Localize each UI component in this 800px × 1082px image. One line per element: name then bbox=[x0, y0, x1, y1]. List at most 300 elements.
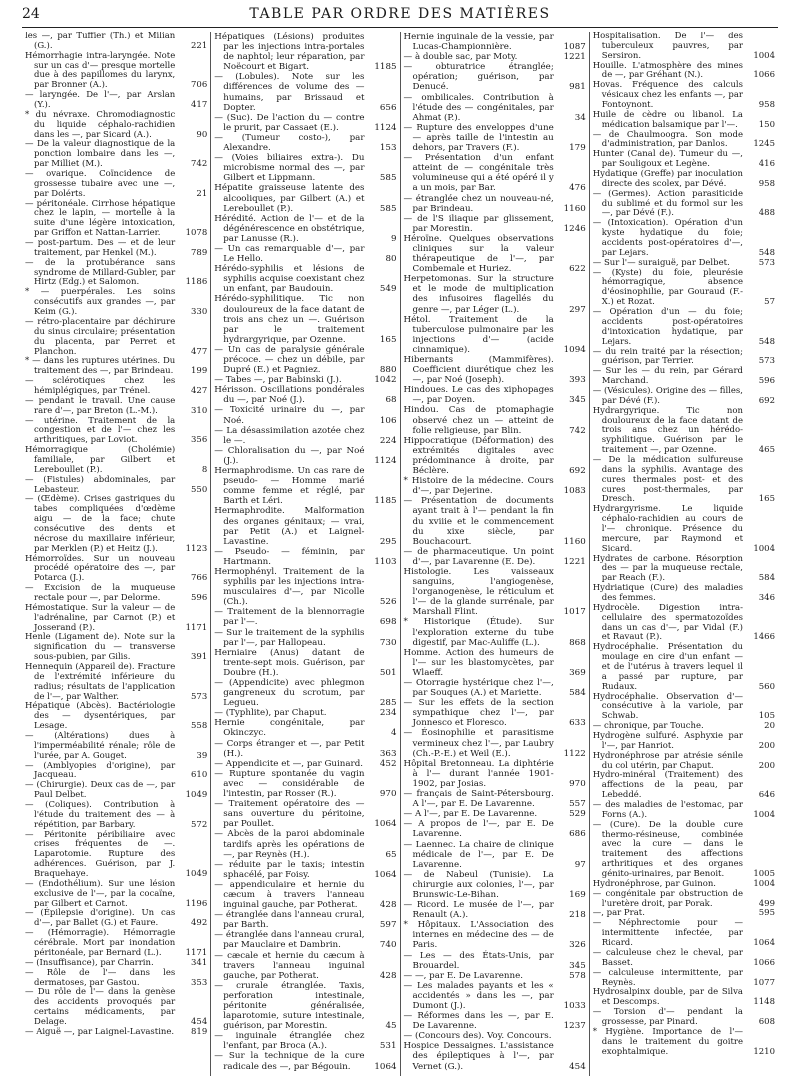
entry-text: — (Chirurgie). Deux cas de —, par Paul Delbet. bbox=[25, 780, 176, 801]
index-entry bbox=[214, 426, 396, 446]
entry-page-number: 1196 bbox=[185, 898, 208, 909]
entry-text: — réduite par le taxis; intestin sphacélé, par Foisy. bbox=[214, 859, 365, 880]
entry-page-number: 363 bbox=[379, 748, 397, 759]
entry-page-number: 584 bbox=[758, 573, 775, 584]
index-entry bbox=[214, 829, 396, 859]
entry-text: — Rupture des enveloppes d'une — après taille de l'intestin au dehors, par Travers (F.). bbox=[403, 122, 554, 154]
index-entry bbox=[404, 789, 586, 809]
index-entry bbox=[404, 194, 586, 214]
entry-page-number: 549 bbox=[379, 284, 397, 295]
entry-page-number: 742 bbox=[569, 425, 586, 436]
index-entry bbox=[404, 1011, 586, 1031]
entry-page-number: 1171 bbox=[185, 622, 208, 633]
entry-page-number: 1466 bbox=[753, 632, 775, 643]
index-entry bbox=[404, 728, 586, 758]
entry-text: Hydrocèle. Digestion intra-cellulaire des spermatozoïdes dans un cas d'—, par Vidal (F.) et Ravaut (P.). bbox=[592, 602, 743, 643]
entry-text: Hydatique (Greffe) par inoculation directe des scolex, par Dévé. bbox=[592, 169, 743, 189]
entry-page-number: 295 bbox=[379, 536, 397, 547]
entry-text: — obturatrice étranglée; opération; guérison, par Denucé. bbox=[403, 62, 554, 93]
entry-page-number: 1171 bbox=[185, 947, 208, 958]
index-entry bbox=[25, 417, 207, 447]
entry-text: — Les — des États-Unis, par Brouardel. bbox=[403, 950, 554, 971]
index-entry bbox=[25, 929, 207, 959]
entry-text: — Néphrectomie pour — intermittente infectée, par Ricard. bbox=[592, 918, 743, 949]
index-entry bbox=[214, 930, 396, 950]
entry-text: * — dans les ruptures utérines. Du traitement des —, par Brindeau. bbox=[25, 356, 176, 377]
entry-page-number: 346 bbox=[758, 592, 775, 603]
entry-page-number: 548 bbox=[758, 247, 775, 258]
index-entry bbox=[25, 555, 207, 585]
index-entry bbox=[214, 739, 396, 759]
entry-text: — (Intoxication). Opération d'un kyste hydatique du foie; accidents post-opératoires d'—, par Lejars. bbox=[592, 218, 743, 258]
entry-text: — De la valeur diagnostique de la ponction lombaire dans les —, par Milliet (M.). bbox=[25, 139, 176, 170]
index-entry bbox=[25, 880, 207, 910]
entry-text: — des maladies de l'estomac, par Forns (A.). bbox=[592, 800, 743, 820]
entry-text: Hydrates de carbone. Résorption des — par la muqueuse rectale, par Reach (F.). bbox=[592, 553, 743, 584]
entry-page-number: 958 bbox=[758, 178, 775, 189]
index-entry bbox=[214, 183, 396, 213]
index-entry bbox=[593, 308, 775, 347]
entry-page-number: 330 bbox=[191, 307, 208, 318]
entry-page-number: 610 bbox=[191, 770, 208, 781]
entry-text: Hibernants (Mammifères). Coefficient diurétique chez les —, par Noé (Joseph). bbox=[403, 355, 554, 386]
index-entry bbox=[25, 604, 207, 634]
entry-text: — (Kyste) du foie, pleurésie hémorragique, absence d'éosinophilie, par Gouraud (F.-X.) et Rozat. bbox=[592, 267, 743, 308]
entry-page-number: 1246 bbox=[563, 223, 586, 234]
entry-page-number: 105 bbox=[758, 711, 775, 722]
entry-text: — congénitale par obstruction de l'uretère droit, par Porak. bbox=[592, 888, 743, 909]
entry-text: Hémorrhagie intra-laryngée. Note sur un cas d'— presque mortelle due à des papillomes du larynx, par Bronner (A.). bbox=[25, 50, 176, 91]
index-entry bbox=[593, 170, 775, 190]
entry-page-number: 742 bbox=[191, 159, 208, 170]
index-entry bbox=[25, 831, 207, 880]
index-entry bbox=[25, 1028, 207, 1038]
entry-text: — appendiculaire et hernie du cæcum à travers l'anneau inguinal gauche, par Potherat. bbox=[214, 879, 365, 911]
entry-page-number: 596 bbox=[191, 592, 208, 603]
index-entry bbox=[404, 971, 586, 981]
index-entry bbox=[404, 951, 586, 971]
entry-text: — A l'—, par E. De Lavarenne. bbox=[403, 809, 538, 820]
entry-page-number: 221 bbox=[191, 40, 208, 51]
page-header bbox=[22, 6, 778, 28]
entry-text: Hétol. Traitement de la tuberculose pulmonaire par les injections d'— (acide cinnamique). bbox=[403, 314, 554, 355]
index-entry bbox=[214, 1051, 396, 1071]
entry-text: Hydrargyrique. Tic non douloureux de la face datant de trois ans chez un hérédo-syphilitique. Guérison par le traitement —, par Ozenne. bbox=[592, 405, 743, 456]
index-entry bbox=[404, 547, 586, 567]
index-entry bbox=[404, 809, 586, 819]
index-entry bbox=[593, 81, 775, 111]
index-entry bbox=[214, 506, 396, 546]
entry-text: * Hygiène. Importance de l'— dans le traitement du goitre exophtalmique. bbox=[592, 1026, 743, 1057]
entry-page-number: 45 bbox=[385, 1021, 397, 1032]
index-entry bbox=[593, 604, 775, 643]
entry-text: — à double sac, par Moty. bbox=[403, 52, 518, 63]
entry-page-number: 529 bbox=[569, 809, 586, 820]
entry-text: — Présentation d'un enfant atteint de — congénitale très volumineuse qui a été opéré il y a un mois, par Bar. bbox=[403, 153, 554, 194]
entry-text: — A propos de l'—, par E. De Lavarenne. bbox=[403, 819, 554, 840]
entry-text: — ombilicales. Contribution à l'étude des — congénitales, par Ahmat (P.). bbox=[403, 92, 554, 123]
index-entry bbox=[593, 555, 775, 585]
entry-page-number: 578 bbox=[569, 970, 586, 981]
entry-page-number: 1004 bbox=[753, 543, 775, 554]
entry-text: Henle (Ligament de). Note sur la signification du — transverse sous-pubien, par Gilis. bbox=[25, 632, 176, 663]
entry-page-number: 1064 bbox=[374, 869, 397, 880]
entry-page-number: 1185 bbox=[374, 496, 397, 507]
entry-page-number: 557 bbox=[569, 799, 586, 810]
entry-text: — (Suc). De l'action du — contre le prurit, par Cassaet (E.). bbox=[214, 112, 365, 133]
entry-page-number: 499 bbox=[758, 898, 775, 909]
index-entry bbox=[404, 214, 586, 234]
entry-page-number: 1094 bbox=[563, 344, 586, 355]
index-entry bbox=[593, 62, 775, 82]
entry-page-number: 476 bbox=[569, 183, 586, 194]
entry-page-number: 341 bbox=[191, 957, 208, 968]
entry-text: — (Vésicules). Origine des — filles, par Dévé (F.). bbox=[592, 385, 743, 406]
entry-text: — inguinale étranglée chez l'enfant, par Broca (A.). bbox=[214, 1031, 365, 1052]
entry-text: Héroïne. Quelques observations cliniques sur la valeur thérapeutique de l'—, par Combemale et Huriez. bbox=[403, 233, 554, 275]
entry-page-number: 345 bbox=[569, 960, 586, 971]
index-entry bbox=[214, 910, 396, 930]
entry-page-number: 65 bbox=[385, 849, 397, 860]
entry-page-number: 1078 bbox=[185, 228, 208, 239]
entry-text: Hérédo-syphilitique. Tic non douloureux de la face datant de trois ans chez un —. Guérison par le traitement hydrargyrique, par Ozenne. bbox=[214, 294, 365, 345]
entry-page-number: 1064 bbox=[374, 1061, 397, 1072]
entry-text: Hospitalisation. De l'— des tuberculeux pauvres, par Sersiron. bbox=[592, 32, 743, 61]
entry-page-number: 740 bbox=[379, 940, 397, 951]
entry-page-number: 97 bbox=[574, 859, 586, 870]
index-entry bbox=[214, 607, 396, 627]
entry-text: — Appendicite et —, par Guinard. bbox=[214, 758, 364, 769]
entry-text: Huile de cèdre ou libanol. La médication balsamique par l'—. bbox=[592, 109, 743, 130]
entry-text: — français de Saint-Pétersbourg. A l'—, par E. De Lavarenne. bbox=[403, 789, 554, 810]
entry-page-number: 21 bbox=[196, 188, 208, 199]
entry-page-number: 8 bbox=[201, 464, 208, 475]
entry-text: — Torsion d'— pendant la grossesse, par Pinard. bbox=[592, 1007, 743, 1027]
entry-page-number: 656 bbox=[379, 102, 397, 113]
entry-page-number: 1103 bbox=[374, 556, 397, 567]
index-entry bbox=[404, 981, 586, 1011]
entry-page-number: 548 bbox=[758, 336, 775, 347]
entry-text: Hydrocéphalie. Présentation du moulage en cire d'un enfant — et de l'utérus à travers lequel il a passé par rupture, par Rudaux. bbox=[592, 642, 743, 692]
entry-page-number: 452 bbox=[379, 758, 397, 769]
index-entry bbox=[593, 219, 775, 258]
index-entry bbox=[404, 648, 586, 678]
entry-text: — Pseudo- — féminin, par Hartmann. bbox=[214, 546, 365, 567]
entry-page-number: 1245 bbox=[753, 139, 775, 150]
entry-page-number: 958 bbox=[758, 100, 775, 111]
entry-page-number: 558 bbox=[191, 721, 208, 732]
entry-text: — Sur le traitement de la syphilis par l'—, par Hallopeau. bbox=[214, 627, 365, 648]
index-entry bbox=[25, 357, 207, 377]
entry-text: — utérine. Traitement de la congestion et de l'— chez les arthritiques, par Loviot. bbox=[25, 415, 176, 446]
entry-page-number: 1210 bbox=[753, 1046, 775, 1057]
entry-text: * Historique (Étude). Sur l'exploration externe du tube digestif, par Mac-Auliffe (L.). bbox=[403, 617, 554, 648]
entry-page-number: 218 bbox=[569, 910, 586, 921]
index-column-1 bbox=[22, 32, 210, 1076]
entry-page-number: 165 bbox=[379, 334, 397, 345]
index-entry bbox=[214, 678, 396, 708]
index-entry bbox=[404, 315, 586, 355]
index-entry bbox=[214, 113, 396, 133]
index-entry bbox=[593, 387, 775, 407]
index-entry bbox=[214, 153, 396, 183]
index-entry bbox=[25, 32, 207, 52]
entry-text: — Otorragie hystérique chez l'—, par Souques (A.) et Mariette. bbox=[403, 678, 554, 699]
entry-text: — Sur l'— suraiguë, par Delbet. bbox=[592, 257, 730, 268]
entry-page-number: 1185 bbox=[374, 62, 397, 73]
entry-text: — étranglée chez un nouveau-né, par Brindeau. bbox=[403, 193, 554, 214]
entry-page-number: 1066 bbox=[753, 957, 775, 968]
index-entry bbox=[25, 259, 207, 289]
entry-text: — La désassimilation azotée chez le —. bbox=[214, 425, 365, 446]
entry-page-number: 633 bbox=[569, 718, 586, 729]
entry-page-number: 165 bbox=[758, 494, 775, 505]
entry-text: — Éosinophilie et parasitisme vermineux chez l'—, par Laubry (Ch.-P.-E.) et Weil (E.). bbox=[403, 728, 554, 759]
entry-page-number: 20 bbox=[764, 721, 775, 732]
entry-page-number: 200 bbox=[758, 740, 775, 751]
entry-page-number: 90 bbox=[196, 129, 208, 140]
entry-text: Hydrocéphalie. Observation d'— consécutive à la variole, par Schwab. bbox=[592, 691, 743, 722]
entry-text: — Opération d'un — du foie; accidents post-opératoires d'intoxication hydatique, par Lejars. bbox=[592, 307, 743, 347]
entry-text: Hôpital Bretonneau. La diphtérie à l'— durant l'année 1901-1902, par Josias. bbox=[403, 758, 554, 789]
entry-text: — post-partum. Des — et de leur traitement, par Henkel (M.). bbox=[25, 238, 176, 258]
entry-text: — Laennec. La chaire de clinique médicale de l'—, par E. De Lavarenne. bbox=[403, 839, 554, 870]
index-entry bbox=[404, 62, 586, 92]
entry-text: Hérisson. Oscillations pondérales du —, par Noé (J.). bbox=[214, 385, 365, 406]
entry-text: — étranglée dans l'anneau crural, par Mauclaire et Dambrin. bbox=[214, 930, 365, 951]
entry-text: — —, par E. De Lavarenne. bbox=[403, 970, 523, 981]
index-entry bbox=[25, 909, 207, 929]
index-entry bbox=[214, 466, 396, 506]
entry-text: — laryngée. De l'—, par Arslan (Y.). bbox=[25, 90, 176, 111]
entry-text: — chronique, par Touche. bbox=[592, 721, 704, 732]
index-entry bbox=[214, 951, 396, 981]
entry-page-number: 150 bbox=[758, 119, 775, 130]
entry-page-number: 369 bbox=[569, 667, 586, 678]
entry-text: — Sur la technique de la cure radicale des —, par Bégouin. bbox=[214, 1051, 365, 1072]
entry-page-number: 454 bbox=[191, 1016, 208, 1027]
index-entry bbox=[214, 214, 396, 244]
entry-text: — (Hémorragie). Hémorragie cérébrale. Mort par inondation péritonéale, par Bernard (L.). bbox=[25, 928, 176, 958]
index-entry bbox=[404, 274, 586, 314]
index-entry bbox=[593, 1008, 775, 1028]
entry-text: — sclérotiques chez les hémiplégiques, par Trénel. bbox=[25, 376, 176, 396]
index-entry bbox=[593, 456, 775, 505]
entry-page-number: 970 bbox=[569, 778, 586, 789]
entry-page-number: 477 bbox=[191, 346, 208, 357]
entry-page-number: 80 bbox=[385, 254, 397, 265]
index-entry bbox=[593, 771, 775, 801]
entry-page-number: 970 bbox=[379, 789, 397, 800]
entry-text: — Un cas remarquable d'—, par Le Hello. bbox=[214, 243, 365, 265]
index-entry bbox=[404, 153, 586, 193]
entry-page-number: 4 bbox=[390, 728, 397, 739]
index-entry bbox=[25, 633, 207, 663]
entry-text: Hémorragique (Cholémie) familiale, par Gilbert et Lereboullet (P.). bbox=[25, 445, 176, 475]
entry-text: Herniaire (Anus) datant de trente-sept mois. Guérison, par Doubre (H.). bbox=[214, 647, 365, 678]
index-entry bbox=[214, 799, 396, 829]
entry-text: — Les malades payants et les « accidentés » dans les —, par Dumont (J.). bbox=[403, 980, 554, 1011]
index-entry bbox=[25, 584, 207, 604]
entry-text: — Excision de la muqueuse rectale pour —, par Delorme. bbox=[25, 583, 176, 603]
entry-text: Hindoues. Le cas des xiphopages —, par Doyen. bbox=[403, 385, 554, 406]
entry-text: Hovas. Fréquence des calculs vésicaux chez les enfants —, par Fontoynont. bbox=[592, 80, 743, 111]
entry-page-number: 1049 bbox=[185, 790, 208, 801]
entry-text: Herpetomonas. Sur la structure et le mode de multiplication des infusoires flagellés du genre —, par Léger (L.). bbox=[403, 274, 554, 315]
entry-text: — de Chaulmoogra. Son mode d'administration, par Danlos. bbox=[592, 129, 743, 150]
index-entry bbox=[404, 698, 586, 728]
index-entry bbox=[25, 91, 207, 111]
entry-text: — (Voies biliaires extra-). Du microbisme normal des —, par Gilbert et Lippmann. bbox=[214, 153, 365, 184]
index-entry bbox=[404, 759, 586, 789]
entry-text: — (Coliques). Contribution à l'étude du traitement des — à répétition, par Barbary. bbox=[25, 800, 176, 830]
index-entry bbox=[214, 860, 396, 880]
index-entry bbox=[214, 244, 396, 264]
index-entry bbox=[404, 920, 586, 950]
entry-page-number: 880 bbox=[379, 365, 397, 376]
entry-page-number: 550 bbox=[191, 484, 208, 495]
index-entry bbox=[25, 170, 207, 200]
entry-page-number: 1064 bbox=[753, 938, 775, 949]
entry-text: Hémostatique. Sur la valeur — de l'adrénaline, par Carnot (P.) et Josserand (P.). bbox=[25, 602, 176, 633]
index-columns bbox=[22, 32, 778, 1076]
entry-page-number: 692 bbox=[758, 395, 775, 406]
entry-text: * — puerpérales. Les soins consécutifs aux grandes —, par Keim (G.). bbox=[25, 287, 176, 318]
index-entry bbox=[25, 288, 207, 318]
entry-page-number: 692 bbox=[569, 466, 586, 477]
entry-text: — du rein traité par la résection; guérison, par Terrier. bbox=[592, 346, 743, 367]
entry-text: — de Nabeul (Tunisie). La chirurgie aux colonies, l'—, par Brunswic-Le-Bihan. bbox=[403, 869, 554, 900]
entry-page-number: 789 bbox=[191, 247, 208, 258]
entry-text: Hernie inguinale de la vessie, par Lucas-Championnière. bbox=[403, 32, 554, 53]
index-entry bbox=[404, 405, 586, 435]
index-entry bbox=[593, 919, 775, 949]
entry-page-number: 608 bbox=[758, 1016, 775, 1027]
entry-page-number: 1017 bbox=[563, 607, 586, 618]
entry-page-number: 1123 bbox=[185, 543, 208, 554]
entry-page-number: 1221 bbox=[563, 556, 586, 567]
index-entry bbox=[214, 648, 396, 678]
entry-page-number: 427 bbox=[191, 385, 208, 396]
index-entry bbox=[404, 496, 586, 546]
entry-page-number: 1049 bbox=[185, 869, 208, 880]
entry-text: — Chloralisation du —, par Noé (J.). bbox=[214, 445, 365, 466]
entry-page-number: 1148 bbox=[753, 997, 775, 1008]
entry-text: — Réformes dans les —, par E. De Lavarenne. bbox=[403, 1011, 554, 1032]
index-entry bbox=[214, 133, 396, 153]
entry-page-number: 573 bbox=[758, 356, 775, 367]
entry-text: — (Endothélium). Sur une lésion exclusive de l'—, par la cocaïne, par Gilbert et Carnot. bbox=[25, 878, 176, 909]
entry-page-number: 596 bbox=[758, 376, 775, 387]
entry-page-number: 531 bbox=[379, 1041, 397, 1052]
index-entry bbox=[214, 880, 396, 910]
index-entry bbox=[404, 355, 586, 385]
index-entry bbox=[25, 988, 207, 1027]
entry-text: — (Tumeur costo-), par Alexandre. bbox=[214, 132, 365, 154]
entry-page-number: 698 bbox=[379, 617, 397, 628]
entry-text: Hermaphrodite. Malformation des organes génitaux; — vrai, par Petit (A.) et Laignel-Lavastine. bbox=[214, 506, 365, 547]
entry-page-number: 597 bbox=[379, 920, 397, 931]
index-entry bbox=[404, 385, 586, 405]
entry-page-number: 428 bbox=[379, 900, 397, 911]
entry-page-number: 1004 bbox=[753, 878, 775, 889]
index-entry bbox=[25, 969, 207, 989]
index-entry bbox=[214, 718, 396, 738]
index-entry bbox=[404, 32, 586, 52]
entry-text: — Toxicité urinaire du —, par Noé. bbox=[214, 405, 365, 426]
entry-page-number: 1033 bbox=[563, 1001, 586, 1011]
entry-page-number: 686 bbox=[569, 829, 586, 840]
entry-page-number: 9 bbox=[390, 233, 397, 244]
entry-text: Hydrargyrisme. Le liquide céphalo-rachidien au cours de l'— chronique. Présence du mercure, par Raymond et Sicard. bbox=[592, 504, 743, 554]
index-entry bbox=[214, 294, 396, 344]
index-entry bbox=[593, 801, 775, 821]
entry-page-number: 1186 bbox=[185, 277, 208, 288]
index-entry bbox=[404, 436, 586, 476]
index-entry bbox=[25, 781, 207, 801]
entry-text: — de pharmaceutique. Un point d'—, par Lavarenne (E. De). bbox=[403, 546, 554, 567]
entry-page-number: 501 bbox=[379, 667, 397, 678]
entry-text: Hindou. Cas de ptomaphagie observé chez un — atteint de folie religieuse, par Blin. bbox=[403, 405, 554, 436]
index-entry bbox=[25, 239, 207, 259]
entry-page-number: 153 bbox=[379, 143, 397, 154]
entry-page-number: 416 bbox=[758, 159, 775, 170]
header-rule bbox=[22, 27, 778, 28]
index-entry bbox=[25, 377, 207, 397]
index-entry bbox=[25, 397, 207, 417]
index-entry bbox=[593, 949, 775, 969]
index-entry bbox=[25, 200, 207, 239]
entry-text: — ovarique. Coïncidence de grossesse tubaire avec une —, par Dolérts. bbox=[25, 169, 176, 199]
index-entry bbox=[214, 405, 396, 425]
index-entry bbox=[25, 318, 207, 357]
entry-page-number: 1077 bbox=[753, 977, 775, 988]
entry-page-number: 573 bbox=[191, 691, 208, 702]
entry-text: — Aiguë —, par Laignel-Lavastine. bbox=[25, 1026, 175, 1037]
entry-page-number: 585 bbox=[379, 203, 397, 214]
entry-text: — (Appendicite) avec phlegmon gangreneux du scrotum, par Legueu. bbox=[214, 678, 365, 709]
entry-page-number: 1064 bbox=[374, 819, 397, 830]
index-entry bbox=[404, 567, 586, 617]
entry-text: — calculeuse chez le cheval, par Basset. bbox=[592, 947, 743, 968]
index-entry bbox=[593, 890, 775, 910]
entry-page-number: 1004 bbox=[753, 809, 775, 820]
entry-text: — (Amblyopies d'origine), par Jacqueau. bbox=[25, 760, 176, 781]
entry-text: — (Cure). De la double cure thermo-résineuse, combinée avec la cure — dans le traitement des affections arthritiques et des organes génito-urinaires, par Benoit. bbox=[592, 819, 743, 880]
index-entry bbox=[25, 495, 207, 554]
entry-text: — Ricord. Le musée de l'—, par Renault (A.). bbox=[403, 900, 554, 921]
entry-page-number: 595 bbox=[758, 908, 775, 919]
entry-text: — Traitement opératoire des — sans ouverture du péritoine, par Poullet. bbox=[214, 799, 365, 830]
index-entry bbox=[214, 708, 396, 718]
index-entry bbox=[214, 446, 396, 466]
entry-text: Hémorroïdes. Sur un nouveau procédé opératoire des —, par Potarca (J.). bbox=[25, 553, 176, 584]
entry-page-number: 234 bbox=[379, 708, 397, 719]
index-entry bbox=[404, 93, 586, 123]
entry-text: Houille. L'atmosphère des mines de —, par Gréhant (N.). bbox=[592, 60, 743, 81]
entry-page-number: 1160 bbox=[563, 536, 586, 547]
entry-text: — Tabes —, par Babinski (J.). bbox=[214, 375, 342, 386]
entry-text: Hépatiques (Lésions) produites par les injections intra-portales de naphtol; leur réparation, par Noëcourt et Bigart. bbox=[214, 32, 365, 73]
entry-text: Hydrosalpinx double, par de Silva et Descomps. bbox=[592, 987, 743, 1008]
entry-page-number: 345 bbox=[569, 395, 586, 406]
index-entry bbox=[214, 547, 396, 567]
entry-page-number: 1005 bbox=[753, 869, 775, 880]
index-entry bbox=[214, 264, 396, 294]
entry-text: Hérédo-syphilis et lésions de syphilis acquise coexistant chez un enfant, par Baudouin. bbox=[214, 264, 365, 295]
entry-text: — calculeuse intermittente, par Reynès. bbox=[592, 967, 743, 988]
index-entry bbox=[593, 752, 775, 772]
